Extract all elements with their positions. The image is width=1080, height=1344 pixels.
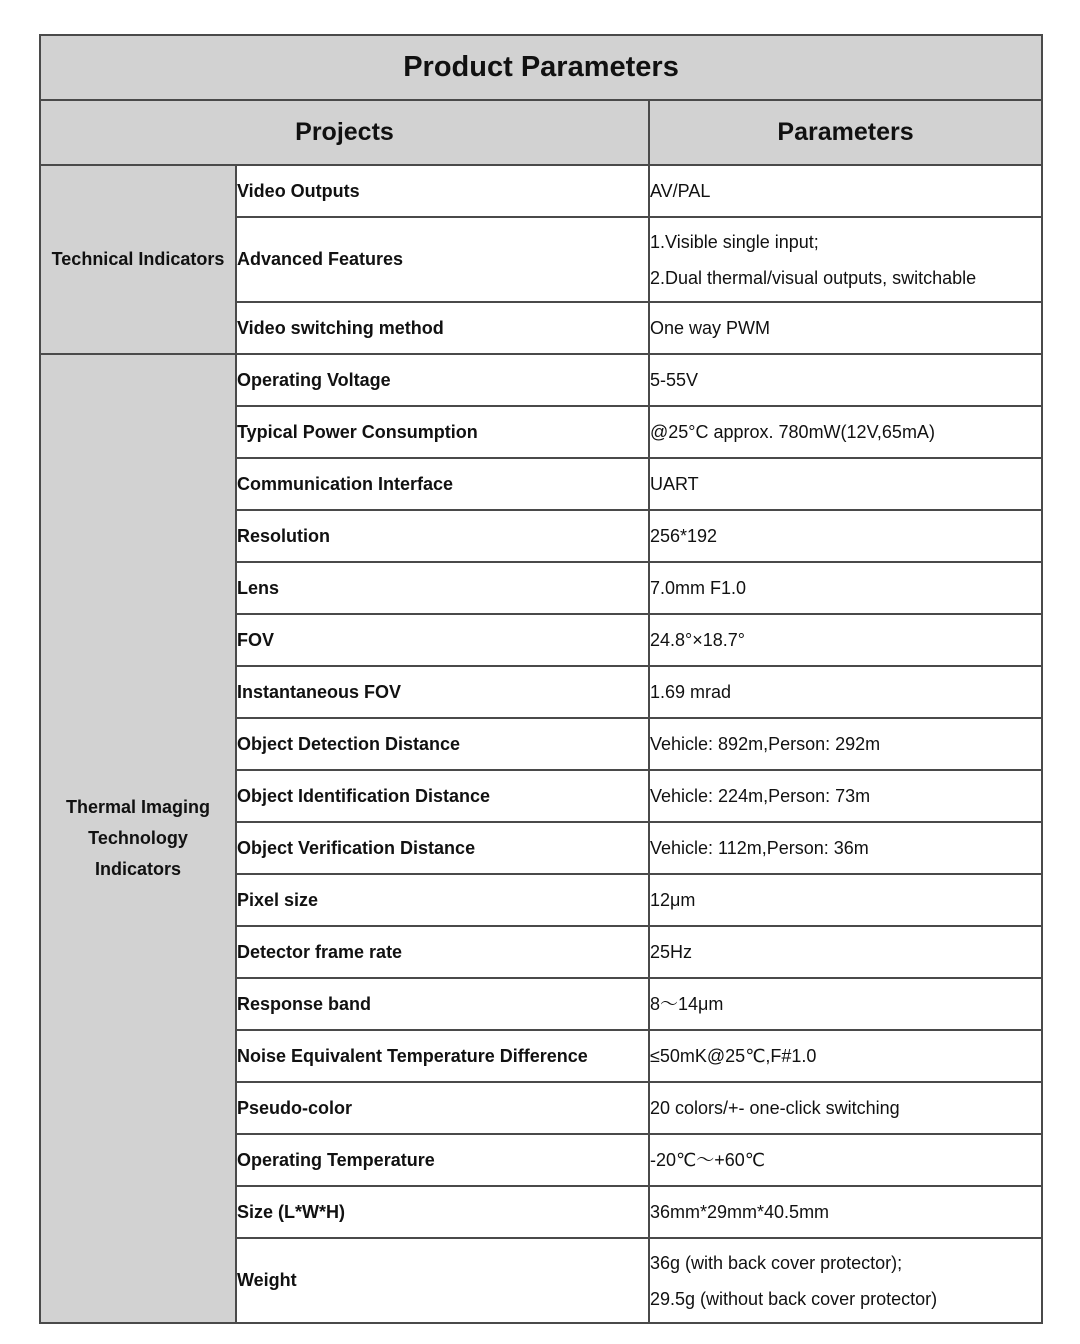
value-line: 7.0mm F1.0 (650, 578, 747, 598)
row-value (649, 354, 1042, 406)
row-value (649, 926, 1042, 978)
value-line: 24.8°×18.7° (650, 630, 745, 650)
value-line: 36mm*29mm*40.5mm (650, 1202, 830, 1222)
row-value (649, 217, 1042, 302)
value-line: One way PWM (650, 318, 771, 338)
row-label: Typical Power Consumption (236, 406, 649, 458)
table-row (40, 354, 1042, 406)
value-line: -20℃～+60℃ (650, 1150, 765, 1170)
value-line: 1.Visible single input; (650, 231, 819, 252)
row-label: Lens (236, 562, 649, 614)
row-value (649, 1186, 1042, 1238)
row-label: Pseudo-color (236, 1082, 649, 1134)
row-value (649, 302, 1042, 354)
value-line: 2.Dual thermal/visual outputs, switchable (650, 267, 977, 288)
row-label: Communication Interface (236, 458, 649, 510)
row-label: Operating Voltage (236, 354, 649, 406)
row-label: Object Verification Distance (236, 822, 649, 874)
value-line: @25°C approx. 780mW(12V,65mA) (650, 422, 935, 442)
row-label: Weight (236, 1238, 649, 1323)
category-thermal-imaging (40, 354, 236, 1323)
row-label: Video switching method (236, 302, 649, 354)
value-line: 5-55V (650, 370, 699, 390)
row-value (649, 562, 1042, 614)
value-line: Vehicle: 112m,Person: 36m (650, 838, 869, 858)
value-line: 1.69 mrad (650, 682, 732, 702)
row-label: Object Detection Distance (236, 718, 649, 770)
row-value (649, 874, 1042, 926)
row-value (649, 1238, 1042, 1323)
row-label: Operating Temperature (236, 1134, 649, 1186)
value-line: 36g (with back cover protector); (650, 1252, 903, 1273)
value-line: AV/PAL (650, 181, 711, 201)
value-line: 12μm (650, 890, 696, 910)
value-line: 20 colors/+- one-click switching (650, 1098, 900, 1118)
row-value (649, 1030, 1042, 1082)
value-line: Vehicle: 224m,Person: 73m (650, 786, 871, 806)
parameters-header: Parameters (649, 100, 1042, 165)
row-label: Resolution (236, 510, 649, 562)
value-line: 25Hz (650, 942, 693, 962)
row-value (649, 1082, 1042, 1134)
table-body (40, 165, 1042, 1323)
category-technical-indicators: Technical Indicators (40, 165, 236, 354)
row-label: Response band (236, 978, 649, 1030)
row-value (649, 1134, 1042, 1186)
row-value (649, 458, 1042, 510)
product-parameters-table (39, 34, 1043, 1324)
value-line: ≤50mK@25℃,F#1.0 (650, 1046, 817, 1066)
row-value (649, 614, 1042, 666)
table-title: Product Parameters (40, 35, 1042, 100)
row-value (649, 666, 1042, 718)
row-value (649, 822, 1042, 874)
row-label: Detector frame rate (236, 926, 649, 978)
row-value (649, 978, 1042, 1030)
row-label: Object Identification Distance (236, 770, 649, 822)
row-label: Advanced Features (236, 217, 649, 302)
row-label: Noise Equivalent Temperature Difference (236, 1030, 649, 1082)
category-line: Indicators (94, 859, 182, 879)
projects-header: Projects (40, 100, 649, 165)
value-line: 256*192 (650, 526, 718, 546)
value-line: 29.5g (without back cover protector) (650, 1288, 938, 1309)
category-line: Technology (88, 828, 188, 848)
row-value (649, 165, 1042, 217)
row-label: Pixel size (236, 874, 649, 926)
value-line: Vehicle: 892m,Person: 292m (650, 734, 881, 754)
category-line: Thermal Imaging (65, 797, 211, 817)
row-value (649, 770, 1042, 822)
row-value (649, 510, 1042, 562)
value-line: 8～14μm (650, 994, 724, 1014)
row-value (649, 718, 1042, 770)
row-label: Size (L*W*H) (236, 1186, 649, 1238)
row-label: Video Outputs (236, 165, 649, 217)
table-row (40, 165, 1042, 217)
row-value (649, 406, 1042, 458)
row-label: Instantaneous FOV (236, 666, 649, 718)
row-label: FOV (236, 614, 649, 666)
value-line: UART (650, 474, 699, 494)
